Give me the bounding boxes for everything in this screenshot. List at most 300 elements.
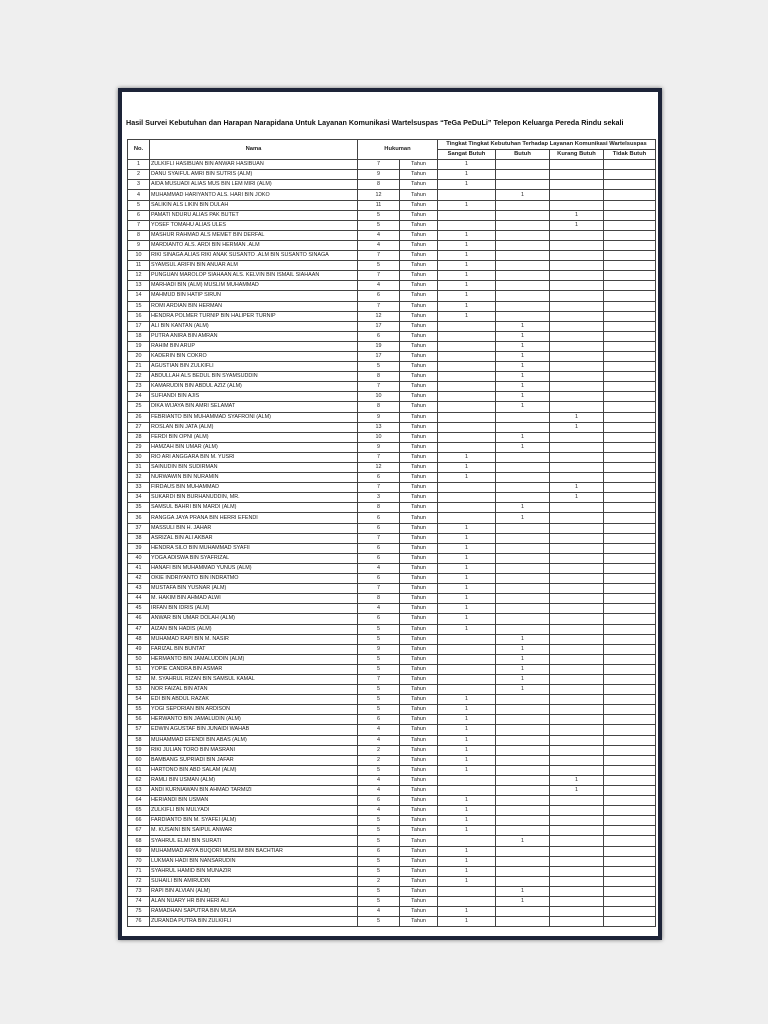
row-sangat-butuh: 1 — [438, 584, 496, 594]
row-kurang-butuh: 1 — [550, 210, 604, 220]
header-tidak-butuh: Tidak Butuh — [604, 150, 656, 160]
row-name: LUKMAN HADI BIN NANSARUDIN — [150, 856, 358, 866]
row-sentence-length: 3 — [358, 493, 400, 503]
header-tingkat-kebutuhan: Tingkat Tingkat Kebutuhan Terhadap Layanan Komunikasi Wartelsuspas — [438, 140, 656, 150]
row-butuh — [496, 543, 550, 553]
row-kurang-butuh — [550, 705, 604, 715]
survey-table — [127, 139, 656, 927]
row-tidak-butuh — [604, 644, 656, 654]
row-tidak-butuh — [604, 230, 656, 240]
row-sentence-length: 5 — [358, 210, 400, 220]
table-row — [128, 382, 656, 392]
row-sentence-length: 17 — [358, 321, 400, 331]
row-kurang-butuh — [550, 664, 604, 674]
row-name: YOPIE CANDRA BIN ASMAR — [150, 664, 358, 674]
row-sentence-unit: Tahun — [400, 331, 438, 341]
row-name: ROMI ARDIAN BIN HERMAN — [150, 301, 358, 311]
row-tidak-butuh — [604, 261, 656, 271]
row-butuh — [496, 594, 550, 604]
row-sangat-butuh — [438, 442, 496, 452]
row-number: 30 — [128, 452, 150, 462]
row-number: 41 — [128, 563, 150, 573]
row-kurang-butuh: 1 — [550, 220, 604, 230]
row-name: HERMANTO BIN JAMALUDDIN (ALM) — [150, 654, 358, 664]
row-butuh — [496, 240, 550, 250]
table-row — [128, 634, 656, 644]
row-kurang-butuh — [550, 836, 604, 846]
row-butuh — [496, 412, 550, 422]
row-name: SAINUDIN BIN SUDIRMAN — [150, 463, 358, 473]
row-butuh — [496, 553, 550, 563]
row-name: YOGA ADISWA BIN SYAFRIZAL — [150, 553, 358, 563]
row-kurang-butuh — [550, 160, 604, 170]
row-kurang-butuh: 1 — [550, 775, 604, 785]
row-tidak-butuh — [604, 594, 656, 604]
row-sentence-length: 4 — [358, 240, 400, 250]
row-number: 10 — [128, 251, 150, 261]
row-sentence-unit: Tahun — [400, 392, 438, 402]
table-row — [128, 362, 656, 372]
row-kurang-butuh — [550, 806, 604, 816]
row-name: BAMBANG SUPRIADI BIN JAFAR — [150, 755, 358, 765]
row-number: 25 — [128, 402, 150, 412]
row-name: RANGGA JAYA PRANA BIN HERRI EFENDI — [150, 513, 358, 523]
row-sangat-butuh: 1 — [438, 311, 496, 321]
row-sangat-butuh — [438, 351, 496, 361]
row-kurang-butuh — [550, 261, 604, 271]
row-sentence-unit: Tahun — [400, 735, 438, 745]
row-name: MUHAMAD RAPI BIN M. NASIR — [150, 634, 358, 644]
row-butuh — [496, 786, 550, 796]
row-kurang-butuh — [550, 473, 604, 483]
row-sangat-butuh: 1 — [438, 695, 496, 705]
row-number: 34 — [128, 493, 150, 503]
row-name: EDWIN AGUSTAF BIN JUNAIDI WAHAB — [150, 725, 358, 735]
row-name: HENDRA POLMER TURNIP BIN HALIPER TURNIP — [150, 311, 358, 321]
row-kurang-butuh — [550, 442, 604, 452]
row-sangat-butuh: 1 — [438, 755, 496, 765]
row-name: FARIZAL BIN BUNTAT — [150, 644, 358, 654]
row-sentence-length: 6 — [358, 331, 400, 341]
table-row — [128, 261, 656, 271]
table-row — [128, 351, 656, 361]
row-name: RIO ARI ANGGARA BIN M. YUSRI — [150, 452, 358, 462]
row-name: NOR FAIZAL BIN ATAN — [150, 685, 358, 695]
row-kurang-butuh — [550, 523, 604, 533]
row-name: YOSEF TOMAHU ALIAS ULES — [150, 220, 358, 230]
row-sentence-unit: Tahun — [400, 574, 438, 584]
row-number: 37 — [128, 523, 150, 533]
row-name: SUKARDI BIN BURHANUDDIN, MR. — [150, 493, 358, 503]
row-tidak-butuh — [604, 190, 656, 200]
row-sentence-unit: Tahun — [400, 543, 438, 553]
row-butuh — [496, 200, 550, 210]
table-row — [128, 190, 656, 200]
row-sentence-length: 8 — [358, 402, 400, 412]
header-no: No. — [128, 140, 150, 160]
row-sentence-unit: Tahun — [400, 816, 438, 826]
table-row — [128, 614, 656, 624]
row-kurang-butuh — [550, 553, 604, 563]
row-sentence-length: 5 — [358, 765, 400, 775]
row-kurang-butuh — [550, 674, 604, 684]
row-number: 8 — [128, 230, 150, 240]
row-name: YOGI SEPORIAN BIN ARDISON — [150, 705, 358, 715]
row-number: 12 — [128, 271, 150, 281]
row-number: 71 — [128, 866, 150, 876]
row-sangat-butuh: 1 — [438, 816, 496, 826]
row-sentence-unit: Tahun — [400, 341, 438, 351]
row-name: HERIANDI BIN USMAN — [150, 796, 358, 806]
row-tidak-butuh — [604, 553, 656, 563]
row-tidak-butuh — [604, 574, 656, 584]
row-sentence-unit: Tahun — [400, 160, 438, 170]
row-tidak-butuh — [604, 372, 656, 382]
row-number: 9 — [128, 240, 150, 250]
row-sentence-unit: Tahun — [400, 190, 438, 200]
row-sangat-butuh — [438, 412, 496, 422]
row-name: RAMADHAN SAPUTRA BIN MUSA — [150, 907, 358, 917]
row-sentence-length: 2 — [358, 745, 400, 755]
row-number: 74 — [128, 897, 150, 907]
row-number: 32 — [128, 473, 150, 483]
row-sentence-length: 5 — [358, 705, 400, 715]
row-sangat-butuh: 1 — [438, 170, 496, 180]
row-butuh — [496, 220, 550, 230]
row-kurang-butuh — [550, 563, 604, 573]
row-number: 66 — [128, 816, 150, 826]
row-sangat-butuh: 1 — [438, 856, 496, 866]
row-sentence-unit: Tahun — [400, 170, 438, 180]
row-sangat-butuh — [438, 331, 496, 341]
row-number: 26 — [128, 412, 150, 422]
row-name: HANAFI BIN MUHAMMAD YUNUS (ALM) — [150, 563, 358, 573]
row-kurang-butuh — [550, 543, 604, 553]
table-row — [128, 876, 656, 886]
row-tidak-butuh — [604, 765, 656, 775]
row-sentence-length: 5 — [358, 897, 400, 907]
row-kurang-butuh — [550, 382, 604, 392]
row-butuh: 1 — [496, 362, 550, 372]
row-sentence-unit: Tahun — [400, 210, 438, 220]
row-butuh — [496, 917, 550, 927]
row-sangat-butuh: 1 — [438, 230, 496, 240]
row-butuh — [496, 251, 550, 261]
table-row — [128, 341, 656, 351]
row-kurang-butuh — [550, 240, 604, 250]
table-row — [128, 422, 656, 432]
row-tidak-butuh — [604, 806, 656, 816]
row-tidak-butuh — [604, 917, 656, 927]
table-row — [128, 715, 656, 725]
row-sangat-butuh: 1 — [438, 745, 496, 755]
row-tidak-butuh — [604, 442, 656, 452]
row-sangat-butuh: 1 — [438, 523, 496, 533]
row-butuh — [496, 907, 550, 917]
table-row — [128, 584, 656, 594]
table-row — [128, 654, 656, 664]
row-tidak-butuh — [604, 745, 656, 755]
table-row — [128, 281, 656, 291]
row-butuh — [496, 775, 550, 785]
row-name: ASRIZAL BIN ALI AKBAR — [150, 533, 358, 543]
row-name: PUTRA ANIRA BIN AMRAN — [150, 331, 358, 341]
row-butuh — [496, 210, 550, 220]
row-name: ANDI KURNIAWAN BIN AHMAD TARMIZI — [150, 786, 358, 796]
row-butuh — [496, 725, 550, 735]
row-sentence-length: 7 — [358, 301, 400, 311]
row-sentence-unit: Tahun — [400, 553, 438, 563]
row-butuh — [496, 624, 550, 634]
table-row — [128, 180, 656, 190]
row-butuh — [496, 796, 550, 806]
row-sentence-length: 5 — [358, 866, 400, 876]
row-kurang-butuh — [550, 624, 604, 634]
row-butuh: 1 — [496, 321, 550, 331]
table-row — [128, 604, 656, 614]
row-butuh — [496, 271, 550, 281]
row-sentence-length: 7 — [358, 160, 400, 170]
table-row — [128, 553, 656, 563]
row-sentence-unit: Tahun — [400, 786, 438, 796]
row-kurang-butuh — [550, 533, 604, 543]
row-tidak-butuh — [604, 291, 656, 301]
row-number: 31 — [128, 463, 150, 473]
row-sentence-unit: Tahun — [400, 725, 438, 735]
spreadsheet-page — [118, 88, 662, 940]
row-name: HAMZAH BIN UMAR (ALM) — [150, 442, 358, 452]
row-kurang-butuh — [550, 392, 604, 402]
header-hukuman: Hukuman — [358, 140, 438, 160]
row-sentence-length: 5 — [358, 624, 400, 634]
row-sentence-length: 5 — [358, 695, 400, 705]
row-tidak-butuh — [604, 432, 656, 442]
row-name: EDI BIN ABDUL RAZAK — [150, 695, 358, 705]
row-butuh: 1 — [496, 674, 550, 684]
row-sangat-butuh: 1 — [438, 301, 496, 311]
row-kurang-butuh — [550, 917, 604, 927]
row-butuh — [496, 846, 550, 856]
row-number: 59 — [128, 745, 150, 755]
row-number: 64 — [128, 796, 150, 806]
row-sentence-length: 4 — [358, 604, 400, 614]
row-sentence-unit: Tahun — [400, 422, 438, 432]
row-butuh: 1 — [496, 513, 550, 523]
row-tidak-butuh — [604, 170, 656, 180]
row-butuh — [496, 563, 550, 573]
row-name: AIZAN BIN HADIS (ALM) — [150, 624, 358, 634]
table-row — [128, 765, 656, 775]
row-number: 11 — [128, 261, 150, 271]
row-number: 73 — [128, 886, 150, 896]
row-sentence-unit: Tahun — [400, 230, 438, 240]
row-sentence-unit: Tahun — [400, 917, 438, 927]
row-butuh: 1 — [496, 341, 550, 351]
row-name: AGUSTIAN BIN ZULKIFLI — [150, 362, 358, 372]
row-tidak-butuh — [604, 200, 656, 210]
row-sentence-unit: Tahun — [400, 826, 438, 836]
row-sangat-butuh: 1 — [438, 291, 496, 301]
row-sentence-unit: Tahun — [400, 432, 438, 442]
row-butuh — [496, 705, 550, 715]
row-sangat-butuh: 1 — [438, 705, 496, 715]
row-kurang-butuh — [550, 886, 604, 896]
row-number: 60 — [128, 755, 150, 765]
row-tidak-butuh — [604, 786, 656, 796]
row-tidak-butuh — [604, 624, 656, 634]
row-tidak-butuh — [604, 664, 656, 674]
row-name: ZURANDA PUTRA BIN ZULKIFLI — [150, 917, 358, 927]
header-kurang-butuh: Kurang Butuh — [550, 150, 604, 160]
row-butuh — [496, 806, 550, 816]
row-tidak-butuh — [604, 483, 656, 493]
row-sentence-length: 6 — [358, 715, 400, 725]
table-row — [128, 331, 656, 341]
row-tidak-butuh — [604, 351, 656, 361]
row-tidak-butuh — [604, 856, 656, 866]
row-number: 20 — [128, 351, 150, 361]
row-sentence-length: 10 — [358, 432, 400, 442]
row-sentence-length: 6 — [358, 291, 400, 301]
row-name: NURWAWIN BIN NURAMIN — [150, 473, 358, 483]
row-tidak-butuh — [604, 685, 656, 695]
row-sangat-butuh: 1 — [438, 200, 496, 210]
row-sentence-unit: Tahun — [400, 775, 438, 785]
row-sentence-unit: Tahun — [400, 806, 438, 816]
table-row — [128, 392, 656, 402]
row-sangat-butuh — [438, 836, 496, 846]
table-row — [128, 685, 656, 695]
row-name: MASSULI BIN H. JAHAR — [150, 523, 358, 533]
header-butuh: Butuh — [496, 150, 550, 160]
row-number: 70 — [128, 856, 150, 866]
row-sentence-length: 6 — [358, 796, 400, 806]
row-butuh — [496, 180, 550, 190]
row-kurang-butuh — [550, 170, 604, 180]
row-kurang-butuh — [550, 362, 604, 372]
row-name: HERWANTO BIN JAMALUDIN (ALM) — [150, 715, 358, 725]
row-name: ZULKIFLI BIN MULYADI — [150, 806, 358, 816]
row-butuh — [496, 483, 550, 493]
table-row — [128, 523, 656, 533]
row-name: PUNGUAN MAROLOP SIAHAAN ALS. KELVIN BIN ISMAIL SIAHAAN — [150, 271, 358, 281]
row-sentence-length: 10 — [358, 392, 400, 402]
table-row — [128, 271, 656, 281]
row-kurang-butuh — [550, 372, 604, 382]
row-sentence-unit: Tahun — [400, 846, 438, 856]
row-tidak-butuh — [604, 654, 656, 664]
row-sangat-butuh: 1 — [438, 463, 496, 473]
row-sangat-butuh: 1 — [438, 543, 496, 553]
row-sentence-length: 12 — [358, 190, 400, 200]
row-sentence-unit: Tahun — [400, 907, 438, 917]
row-sangat-butuh — [438, 362, 496, 372]
row-sangat-butuh — [438, 513, 496, 523]
row-sentence-unit: Tahun — [400, 886, 438, 896]
row-sentence-length: 2 — [358, 755, 400, 765]
row-kurang-butuh — [550, 291, 604, 301]
row-sangat-butuh: 1 — [438, 281, 496, 291]
row-tidak-butuh — [604, 473, 656, 483]
row-sentence-unit: Tahun — [400, 372, 438, 382]
row-sentence-unit: Tahun — [400, 594, 438, 604]
row-sentence-length: 9 — [358, 644, 400, 654]
row-number: 40 — [128, 553, 150, 563]
row-kurang-butuh — [550, 341, 604, 351]
row-sentence-unit: Tahun — [400, 513, 438, 523]
row-sangat-butuh — [438, 190, 496, 200]
row-butuh — [496, 463, 550, 473]
row-sentence-length: 6 — [358, 846, 400, 856]
row-kurang-butuh — [550, 866, 604, 876]
row-sentence-unit: Tahun — [400, 291, 438, 301]
table-body — [128, 160, 656, 927]
table-row — [128, 230, 656, 240]
row-sangat-butuh: 1 — [438, 553, 496, 563]
row-butuh — [496, 856, 550, 866]
row-number: 46 — [128, 614, 150, 624]
row-tidak-butuh — [604, 897, 656, 907]
row-tidak-butuh — [604, 271, 656, 281]
row-butuh — [496, 826, 550, 836]
row-tidak-butuh — [604, 846, 656, 856]
row-sangat-butuh: 1 — [438, 533, 496, 543]
row-kurang-butuh — [550, 725, 604, 735]
row-butuh — [496, 765, 550, 775]
row-tidak-butuh — [604, 523, 656, 533]
row-sentence-unit: Tahun — [400, 634, 438, 644]
row-name: RIKI JULIAN TORO BIN MASRANI — [150, 745, 358, 755]
row-tidak-butuh — [604, 513, 656, 523]
row-butuh — [496, 866, 550, 876]
table-row — [128, 775, 656, 785]
row-name: PAMATI NDURU ALIAS PAK BUTET — [150, 210, 358, 220]
row-sentence-unit: Tahun — [400, 685, 438, 695]
row-number: 7 — [128, 220, 150, 230]
row-name: SALIKIN ALS LIKIN BIN DULAH — [150, 200, 358, 210]
row-butuh — [496, 291, 550, 301]
row-kurang-butuh — [550, 331, 604, 341]
row-tidak-butuh — [604, 674, 656, 684]
row-sentence-length: 7 — [358, 271, 400, 281]
row-sentence-unit: Tahun — [400, 876, 438, 886]
row-tidak-butuh — [604, 796, 656, 806]
row-tidak-butuh — [604, 695, 656, 705]
row-sentence-unit: Tahun — [400, 856, 438, 866]
row-sentence-unit: Tahun — [400, 382, 438, 392]
row-sangat-butuh: 1 — [438, 725, 496, 735]
row-number: 15 — [128, 301, 150, 311]
table-row — [128, 856, 656, 866]
row-tidak-butuh — [604, 210, 656, 220]
table-row — [128, 473, 656, 483]
table-row — [128, 917, 656, 927]
row-butuh: 1 — [496, 503, 550, 513]
row-sentence-unit: Tahun — [400, 755, 438, 765]
row-kurang-butuh — [550, 311, 604, 321]
row-name: FEBRIANTO BIN MUHAMMAD SYAFRONI (ALM) — [150, 412, 358, 422]
row-name: SYAHRUL ELMI BIN SURATI — [150, 836, 358, 846]
row-butuh — [496, 755, 550, 765]
row-sentence-length: 8 — [358, 503, 400, 513]
row-sentence-length: 4 — [358, 735, 400, 745]
row-tidak-butuh — [604, 392, 656, 402]
row-kurang-butuh — [550, 463, 604, 473]
row-sangat-butuh — [438, 654, 496, 664]
row-sentence-unit: Tahun — [400, 503, 438, 513]
row-sentence-length: 5 — [358, 917, 400, 927]
row-butuh — [496, 261, 550, 271]
